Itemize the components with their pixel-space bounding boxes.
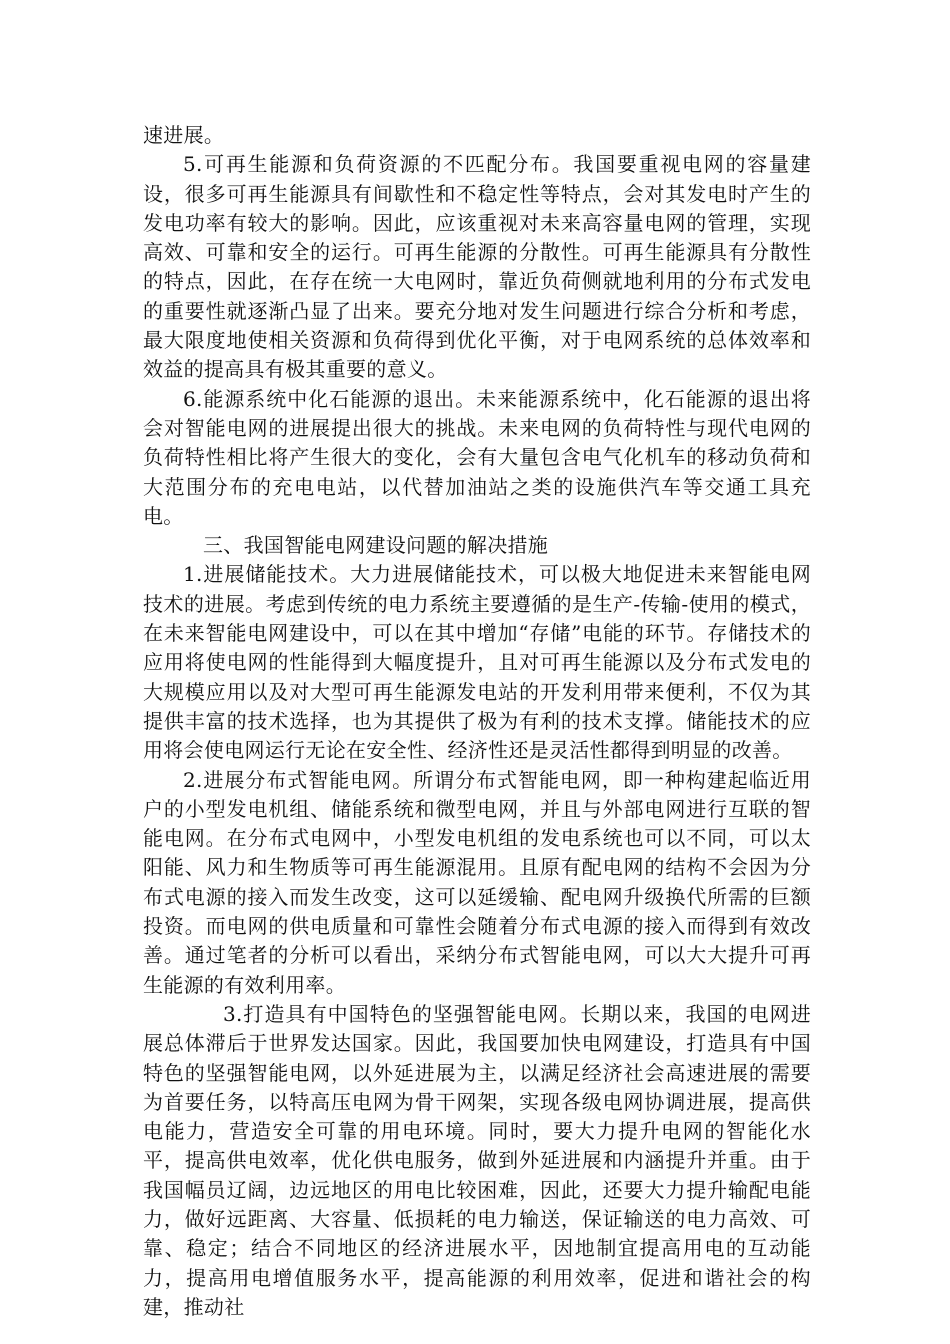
paragraph-item-6: 6.能源系统中化石能源的退出。未来能源系统中，化石能源的退出将会对智能电网的进展提出很大的挑战。未来电网的负荷特性与现代电网的负荷特性相比将产生很大的变化，会有大量包含电气化机车的移动负荷和大范围分布的充电电站，以代替加油站之类的设施供汽车等交通工具充电。 (143, 386, 811, 528)
paragraph-measure-3: 3.打造具有中国特色的坚强智能电网。长期以来，我国的电网进展总体滞后于世界发达国家。因此，我国要加快电网建设，打造具有中国特色的坚强智能电网，以外延进展为主，以满足经济社会高速进展的需要为首要任务，以特高压电网为骨干网架，实现各级电网协调进展，提高供电能力，营造安全可靠的用电环境。同时，要大力提升电网的智能化水平，提高供电效率，优化供电服务，做到外延进展和内涵提升并重。由于我国幅员辽阔，边远地区的用电比较困难，因此，还要大力提升输配电能力，做好远距离、大容量、低损耗的电力输送，保证输送的电力高效、可靠、稳定；结合不同地区的经济进展水平，因地制宜提高用电的互动能力，提高用电增值服务水平，提高能源的利用效率，促进和谐社会的构建，推动社 (143, 1001, 811, 1319)
paragraph-measure-2: 2.进展分布式智能电网。所谓分布式智能电网，即一种构建起临近用户的小型发电机组、储能系统和微型电网，并且与外部电网进行互联的智能电网。在分布式电网中，小型发电机组的发电系统也可以不同，可以太阳能、风力和生物质等可再生能源混用。且原有配电网的结构不会因为分布式电源的接入而发生改变，这可以延缓输、配电网升级换代所需的巨额投资。而电网的供电质量和可靠性会随着分布式电源的接入而得到有效改善。通过笔者的分析可以看出，采纳分布式智能电网，可以大大提升可再生能源的有效利用率。 (143, 767, 811, 997)
paragraph-item-5: 5.可再生能源和负荷资源的不匹配分布。我国要重视电网的容量建设，很多可再生能源具有间歇性和不稳定性等特点，会对其发电时产生的发电功率有较大的影响。因此，应该重视对未来高容量电网的管理，实现高效、可靠和安全的运行。可再生能源的分散性。可再生能源具有分散性的特点，因此，在存在统一大电网时，靠近负荷侧就地利用的分布式发电的重要性就逐渐凸显了出来。要充分地对发生问题进行综合分析和考虑，最大限度地使相关资源和负荷得到优化平衡，对于电网系统的总体效率和效益的提高具有极其重要的意义。 (143, 152, 811, 382)
paragraph-continuation: 速进展。 (143, 123, 225, 147)
section-heading: 三、我国智能电网建设问题的解决措施 (203, 533, 549, 558)
paragraph-measure-1: 1.进展储能技术。大力进展储能技术，可以极大地促进未来智能电网技术的进展。考虑到传统的电力系统主要遵循的是生产-传输-使用的模式，在未来智能电网建设中，可以在其中增加“存储”电能的环节。存储技术的应用将使电网的性能得到大幅度提升，且对可再生能源以及分布式发电的大规模应用以及对大型可再生能源发电站的开发利用带来便利，不仅为其提供丰富的技术选择，也为其提供了极为有利的技术支撑。储能技术的应用将会使电网运行无论在安全性、经济性还是灵活性都得到明显的改善。 (143, 562, 811, 763)
body-text (143, 121, 811, 1322)
